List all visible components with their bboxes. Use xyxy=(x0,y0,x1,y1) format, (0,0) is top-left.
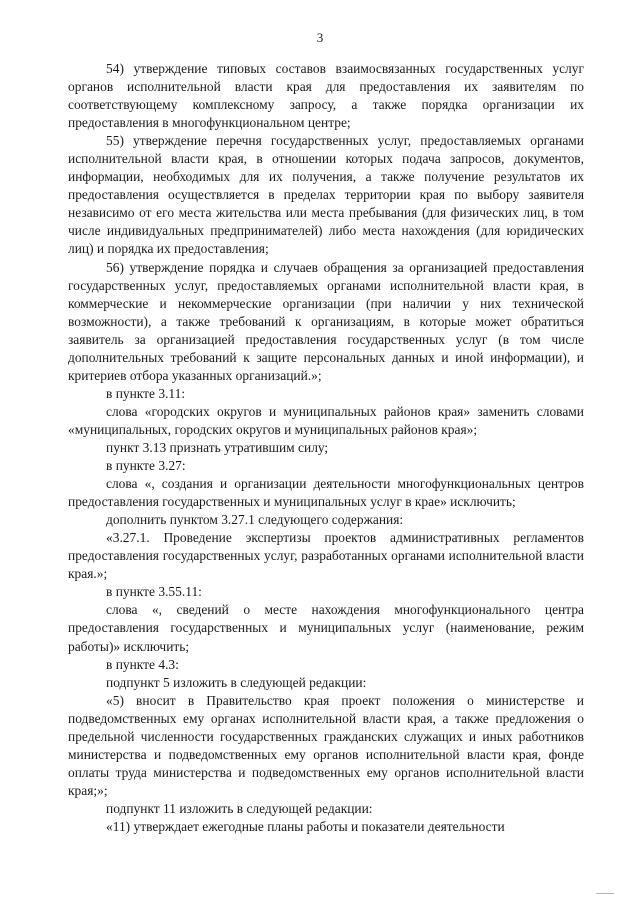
amendment-text-3-55-11: слова «, сведений о месте нахождения многофункционального центра предоставления государственных и муниципальных услуг (наименование, режим работы)» исключить; xyxy=(68,602,584,654)
amendment-text-subitem-11: «11) утверждает ежегодные планы работы и показатели деятельности xyxy=(106,818,505,834)
amendment-item-3-11: в пункте 3.11: xyxy=(106,385,186,401)
scan-mark-divider xyxy=(596,893,614,894)
amendment-text-3-27-1: «3.27.1. Проведение экспертизы проектов административных регламентов предоставления государственных услуг, разработанных органами исполнительной власти края.»; xyxy=(68,530,584,582)
page-number: 3 xyxy=(316,30,324,45)
paragraph-55: 55) утверждение перечня государственных услуг, предоставляемых органами исполнительной власти края, в отношении которых подача запросов, документов, информации, необходимых для их получения, а также получение результатов их предоставления осуществляется в пределах территории края по выбору заявителя независимо от его места жительства или места пребывания (для физических лиц, в том числе индивидуальных предпринимателей) либо места нахождения (для юридических лиц) и порядка их предоставления; xyxy=(68,133,584,257)
document-body xyxy=(68,60,584,836)
amendment-subitem-5: подпункт 5 изложить в следующей редакции: xyxy=(106,674,367,690)
paragraph-54: 54) утверждение типовых составов взаимосвязанных государственных услуг органов исполнительной власти края для предоставления их заявителям по соответствующему комплексному запросу, а также порядка организации их предоставления в многофункциональном центре; xyxy=(68,61,584,131)
amendment-item-3-27: в пункте 3.27: xyxy=(106,458,186,474)
amendment-add-3-27-1: дополнить пунктом 3.27.1 следующего содержания: xyxy=(106,512,404,528)
amendment-item-4-3: в пункте 4.3: xyxy=(106,656,179,672)
amendment-text-3-27: слова «, создания и организации деятельности многофункциональных центров предоставления государственных и муниципальных услуг в крае» исключить; xyxy=(68,476,584,510)
amendment-item-3-13: пункт 3.13 признать утратившим силу; xyxy=(106,439,329,455)
amendment-text-3-11: слова «городских округов и муниципальных районов края» заменить словами «муниципальных, городских округов и муниципальных районов края»; xyxy=(68,403,584,437)
amendment-text-subitem-5: «5) вносит в Правительство края проект положения о министерстве и подведомственных ему органах исполнительной власти края, а также предложения о предельной численности государственных гражданских служащих и иных работников министерства и подведомственных ему органов исполнительной власти края, фонде оплаты труда министерства и подведомственных ему органов исполнительной власти края;»; xyxy=(68,692,584,798)
amendment-subitem-11: подпункт 11 изложить в следующей редакции: xyxy=(106,800,373,816)
amendment-item-3-55-11: в пункте 3.55.11: xyxy=(106,584,202,600)
paragraph-56: 56) утверждение порядка и случаев обращения за организацией предоставления государственных услуг, предоставляемых органами исполнительной власти края, в коммерческие и некоммерческие организации (при наличии у них технической возможности), а также требований к организациям, в которые может обратиться заявитель за организацией предоставления государственных услуг (в том числе дополнительных требований к защите персональных данных и иной информации), и критериев отбора указанных организаций.»; xyxy=(68,259,584,383)
